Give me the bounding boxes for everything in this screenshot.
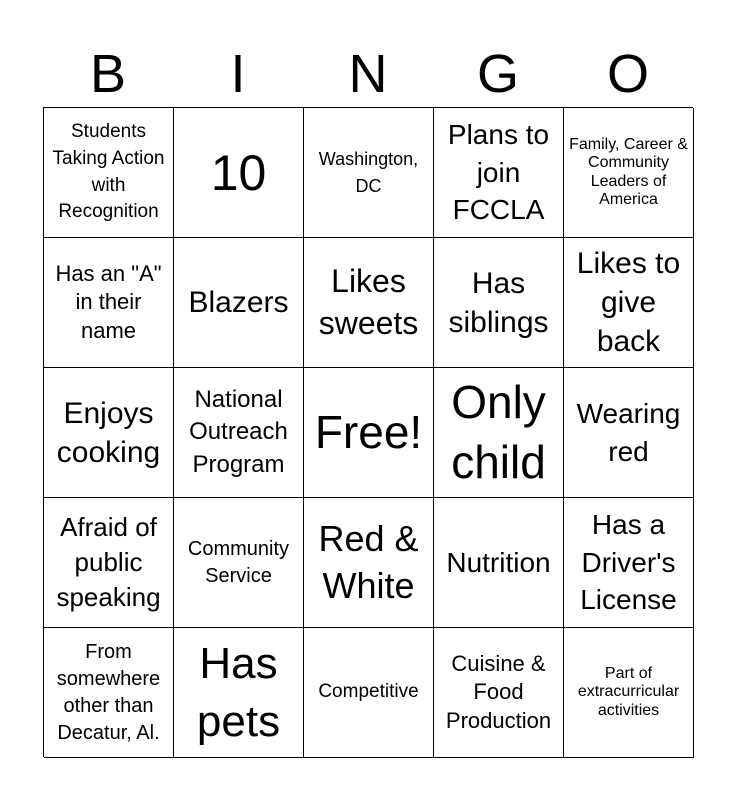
header-letter-o: O: [606, 44, 649, 104]
bingo-cell[interactable]: [174, 498, 304, 628]
cell-text: Washington, DC: [318, 149, 419, 196]
header-letter-n: N: [348, 44, 388, 104]
cell-text: Plans to join FCCLA: [447, 118, 550, 226]
bingo-cell[interactable]: [174, 108, 304, 238]
bingo-cell[interactable]: [44, 498, 174, 628]
bingo-header: [43, 40, 693, 108]
bingo-cell[interactable]: [434, 628, 564, 758]
bingo-cell[interactable]: [434, 108, 564, 238]
bingo-cell[interactable]: [44, 628, 174, 758]
free-space-cell[interactable]: [304, 368, 434, 498]
bingo-cell[interactable]: [564, 108, 694, 238]
cell-text: National Outreach Program: [189, 385, 288, 478]
header-letter-g: G: [476, 44, 519, 104]
cell-text: Has siblings: [448, 266, 549, 339]
bingo-cell[interactable]: [44, 108, 174, 238]
header-letter-i: I: [230, 44, 246, 104]
cell-text: Community Service: [187, 537, 290, 587]
cell-text: Has an "A" in their name: [55, 260, 162, 343]
cell-text: Competitive: [318, 681, 419, 703]
cell-text: Family, Career & Community Leaders of America: [569, 135, 688, 208]
bingo-cell[interactable]: [44, 368, 174, 498]
bingo-cell[interactable]: [304, 628, 434, 758]
bingo-cell[interactable]: [564, 368, 694, 498]
cell-text: Part of extracurricular activities: [577, 664, 680, 719]
bingo-cell[interactable]: [434, 368, 564, 498]
header-letter-b: B: [89, 44, 127, 104]
cell-text: Enjoys cooking: [56, 396, 161, 469]
cell-text: Has a Driver's License: [580, 508, 677, 616]
cell-text: Cuisine & Food Production: [445, 650, 552, 733]
cell-text: Has pets: [196, 639, 281, 746]
bingo-cell[interactable]: [304, 108, 434, 238]
cell-text: Free!: [314, 405, 423, 458]
bingo-cell[interactable]: [564, 628, 694, 758]
cell-text: From somewhere other than Decatur, Al.: [56, 640, 161, 744]
bingo-cell[interactable]: [564, 498, 694, 628]
bingo-cell[interactable]: [174, 238, 304, 368]
cell-text: Wearing red: [576, 397, 681, 467]
cell-text: Likes sweets: [318, 262, 419, 341]
bingo-cell[interactable]: [44, 238, 174, 368]
cell-text: Only child: [451, 375, 546, 488]
cell-text: Students Taking Action with Recognition: [52, 121, 165, 223]
cell-text: Afraid of public speaking: [56, 511, 161, 613]
bingo-cell[interactable]: [564, 238, 694, 368]
bingo-cell[interactable]: [434, 238, 564, 368]
bingo-cell[interactable]: [434, 498, 564, 628]
cell-text: Red & White: [318, 517, 419, 606]
cell-text: Nutrition: [446, 546, 551, 578]
bingo-cell[interactable]: [174, 368, 304, 498]
bingo-cell[interactable]: [304, 238, 434, 368]
bingo-cell[interactable]: [304, 498, 434, 628]
cell-text: Blazers: [188, 286, 289, 319]
bingo-cell[interactable]: [174, 628, 304, 758]
cell-text: Likes to give back: [576, 247, 681, 358]
cell-text: 10: [210, 144, 267, 201]
bingo-card-grid: [43, 107, 693, 757]
